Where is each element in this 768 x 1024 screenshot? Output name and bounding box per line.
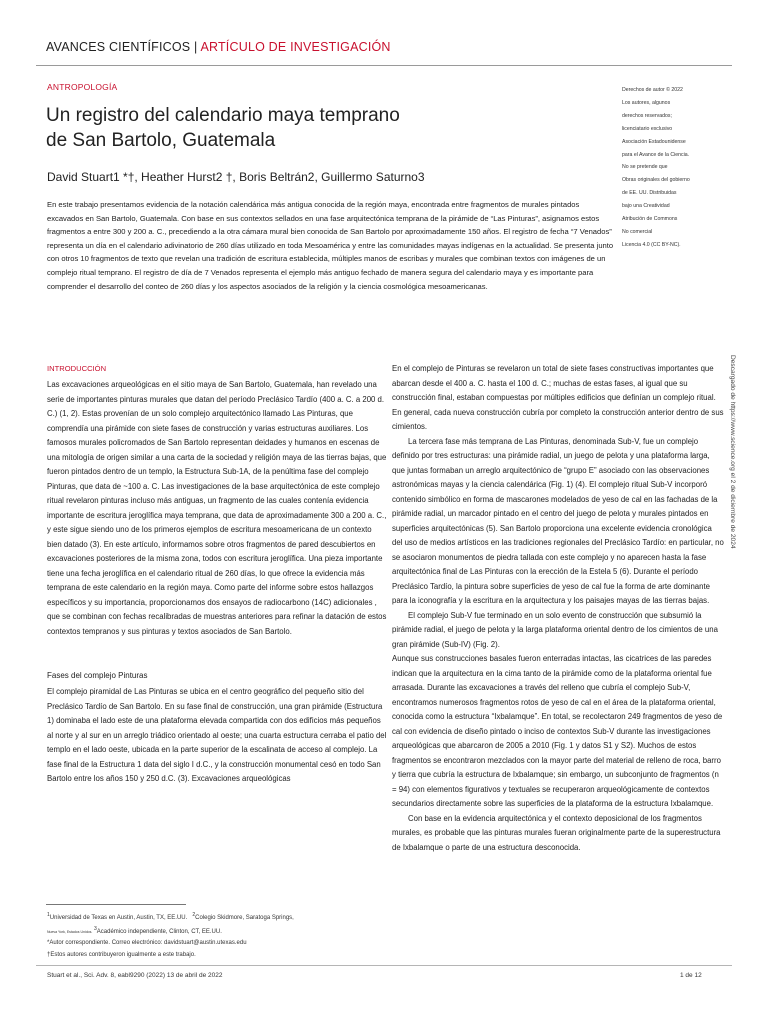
rights-line: Atribución de Commons — [622, 216, 678, 223]
affiliation-footnote: Nueva York, Estados Unidos. $^3$Académico independiente, Clinton, CT, EE.UU. — [47, 926, 222, 936]
rights-line: Derechos de autor © 2022 — [622, 87, 683, 93]
abstract: En este trabajo presentamos evidencia de la notación calendárica más antigua conocida de la región maya, encontrada entre fragmentos de murales pintados excavados en San Bartolo, Guatemala. Con base en sus contextos sellados en una fase arquitectónica temprana de la pirámide de “Las Pinturas”, asignamos estos fragmentos a entre 300 y 200 a. C., precediendo a la otra cámara mural bien conocida de San Bartolo por aproximadamente 150 años. El registro de fecha “7 Venados” representa un día en el calendario adivinatorio de 260 días utilizado en toda Mesoamérica y entre las comunidades mayas indígenas en la actualidad. Se presenta junto con otros 10 fragmentos de texto que revelan una tradición de escritura establecida, múltiples manos de escribas y murales que combinan textos con imágenes de un complejo ritual temprano. El registro de día de 7 Venados representa el ejemplo más antiguo fechado de manera segura del calendario maya y es importante para comprender el desarrollo del conteo de 260 días y los aspectos asociados de la religión y la ciencia cosmológica mesoamericanas. — [47, 200, 614, 291]
footnote-marker: 3 — [94, 926, 97, 933]
footnote-marker: 2 — [192, 912, 196, 918]
footnote-marker: 1 — [47, 912, 50, 918]
article-type: ARTÍCULO DE INVESTIGACIÓN — [200, 40, 391, 54]
rights-line: para el Avance de la Ciencia. — [622, 151, 690, 158]
rights-line: No se pretende que — [622, 164, 668, 171]
footer-divider — [36, 965, 732, 966]
rights-line: Obras originales del gobierno — [622, 177, 690, 184]
download-note: Descargado de https://www.science.org el 2 de diciembre de 2024 — [729, 355, 736, 549]
author-list: David Stuart1 *†, Heather Hurst2 †, Boris Beltrán2, Guillermo Saturno3 — [47, 170, 425, 184]
footnote-divider — [46, 904, 186, 905]
journal-name: AVANCES CIENTÍFICOS — [46, 40, 191, 54]
page-number: 1 de 12 — [680, 972, 702, 979]
rights-line: licenciatario exclusivo — [622, 125, 673, 132]
body-paragraph: En el complejo de Pinturas se revelaron un total de siete fases constructivas importantes que abarcan desde el 400 a. C. hasta el 100 d. C.; muchas de estas fases, al igual que su construcción final, estaban compuestas por múltiples edificios que definían un complejo ritual. En general, cada nueva construcción cubría por completo la construcción anterior dentro de sus cimientos. — [392, 364, 724, 431]
correspondence-footnote: *Autor correspondiente. Correo electrónico: davidstuart@austin.utexas.edu — [47, 940, 247, 947]
phases-heading: Fases del complejo Pinturas — [47, 671, 148, 680]
header-separator: | — [190, 40, 201, 54]
footnotes — [47, 910, 387, 961]
rights-line: bajo una Creatividad — [622, 203, 670, 210]
introduction-heading: INTRODUCCIÓN — [47, 364, 107, 373]
header-divider — [36, 65, 732, 66]
rights-line: Asociación Estadounidense — [622, 138, 686, 145]
download-watermark — [724, 355, 738, 595]
body-paragraph: La tercera fase más temprana de Las Pinturas, denominada Sub-V, fue un complejo definido por tres estructuras: una pirámide radial, un juego de pelota y una plataforma larga, que juntas formaban un arreglo arquitectónico de “grupo E” asociado con las observaciones astronómicas mayas y la ciencia calendárica (Fig. 1) (4). El complejo ritual Sub-V incorporó contenido simbólico en forma de mascarones modelados de yeso de cal en las fachadas de la pirámide radial, un marcador pintado en el centro del juego de pelota y murales pintados en superficies arquitectónicas (5). San Bartolo proporciona una excelente evidencia cronológica del uso de medios artísticos en las tradiciones regionales del Preclásico Tardío: en particular, no se asociaron monumentos de piedra tallada con este complejo y no aparecen hasta la fase arquitectónica final de Las Pinturas con la erección de la Estela 5 (6). Durante el período Preclásico Tardío, la pintura sobre superficies de yeso de cal fue la forma de arte dominante para la iconografía y la escritura en la arquitectura y los paisajes mayas de las tierras bajas. — [392, 436, 724, 605]
body-paragraph: Aunque sus construcciones basales fueron enterradas intactas, las cicatrices de las paredes indican que la arquitectura en la cima tanto de la pirámide como de la plataforma oriental fue arrasada. Durante las excavaciones a través del relleno que cubría el complejo Sub-V, encontramos numerosos fragmentos rotos de yeso de cal en el área de la plataforma oriental, conocida como la estructura “Ixbalamque”. En total, se recolectaron 249 fragmentos de yeso de cal con evidencia de diseño pintado o inciso de contextos Sub-V durante las investigaciones arqueológicas que abarcaron de 2005 a 2010 (Fig. 1 y datos S1 y S2). Muchos de estos fragmentos se encontraron mezclados con la mayor parte del material de relleno de roca, barro y tierra que cubría la estructura de Ixbalamque; sin embargo, un subconjunto de fragmentos (n = 94) con elementos figurativos y textuales se recuperaron arqueológicamente de contextos secundarios directamente sobre las superficies de la plataforma de la estructura Ixbalamque. — [392, 654, 723, 808]
affiliation-footnote: $^1$Universidad de Texas en Austin, Austin, TX, EE.UU. $^2$Colegio Skidmore, Saratoga Springs, — [47, 912, 294, 921]
journal-header — [46, 40, 391, 54]
introduction-paragraph: Las excavaciones arqueológicas en el sitio maya de San Bartolo, Guatemala, han revelado una serie de importantes pinturas murales que datan del período Preclásico Tardío (400 a. C. a 200 d. C.) (1, 2). Estas provenían de un solo complejo arquitectónico llamado Las Pinturas, que comprendía una pirámide con siete fases de construcción y varias estructuras auxiliares. Los famosos murales policromados de San Bartolo representan deidades y humanos en escenas de una mitología de origen similar a una carta de la sociedad y religión maya de las tierras bajas, que fueron pintados dentro de un templo, la Estructura Sub-1A, de la penúltima fase del complejo Pinturas, que data de ~100 a. C. Las investigaciones de la base arquitectónica de este complejo ritual revelaron pinturas incluso más antiguas, un fragmento de las cuales contenía evidencia importante de escritura jeroglífica maya temprana, que data de aproximadamente 300 a 200 a. C., y este sigue siendo uno de los primeros ejemplos de escritura mesoamericana de un contexto bien datado (3). En este artículo, informamos sobre otros fragmentos de pared descubiertos en excavaciones posteriores de la misma zona, todos con escritura jeroglífica. Una pieza importante tiene una fecha jeroglífica en el calendario ritual de 260 días, lo que ofrece la evidencia más temprana de este calendario en la región maya. Como parte del informe sobre estos hallazgos específicos y su importancia, proporcionamos dos ensayos de radiocarbono (14C) adicionales , que se combinan con fechas recalibradas de muestras anteriores para refinar la datación de estos contextos tempranos y sus pinturas y textos asociados de San Bartolo. — [47, 380, 387, 636]
right-column — [392, 362, 724, 855]
rights-line: de EE. UU. Distribuidas — [622, 190, 677, 197]
article-title: Un registro del calendario maya temprano de San Bartolo, Guatemala — [46, 105, 400, 151]
citation-footer: Stuart et al., Sci. Adv. 8, eabl9290 (2022) 13 de abril de 2022 — [47, 972, 223, 979]
body-paragraph: Con base en la evidencia arquitectónica y el contexto deposicional de los fragmentos murales, es probable que las pinturas murales fueran originalmente parte de la superestructura de Ixbalamque o parte de una estructura desconocida. — [392, 813, 721, 852]
equal-contribution-footnote: †Estos autores contribuyeron igualmente a este trabajo. — [47, 951, 196, 958]
rights-line: Los autores, algunos — [622, 99, 671, 106]
phases-paragraph: El complejo piramidal de Las Pinturas se ubica en el centro geográfico del pequeño sitio del Preclásico Tardío de San Bartolo. En su fase final de construcción, una gran pirámide (Estructura 1) dominaba el lado este de una plataforma elevada compartida con dos edificios más pequeños al norte y al sur en un arreglo triádico orientado al oeste; una cuarta estructura cerraba el patio del templo en el lado oeste, ubicada en la parte superior de la escalinata de acceso al complejo. La fase final de la Estructura 1 data del siglo I d.C., y la construcción monumental cesó en todo San Bartolo entre los años 150 y 250 d.C. (3). Excavaciones arqueológicas — [47, 687, 387, 783]
rights-line: Licencia 4.0 (CC BY-NC). — [622, 241, 681, 248]
left-column — [47, 362, 387, 787]
copyright-notice — [622, 84, 732, 252]
rights-line: derechos reservados; — [622, 112, 672, 119]
section-tag: ANTROPOLOGÍA — [47, 82, 118, 92]
rights-line: No comercial — [622, 228, 653, 235]
body-paragraph: El complejo Sub-V fue terminado en un solo evento de construcción que subsumió la pirámide radial, el juego de pelota y la larga plataforma oriental dentro de los cimientos de una gran pirámide (Sub-IV) (Fig. 2). — [392, 610, 718, 649]
